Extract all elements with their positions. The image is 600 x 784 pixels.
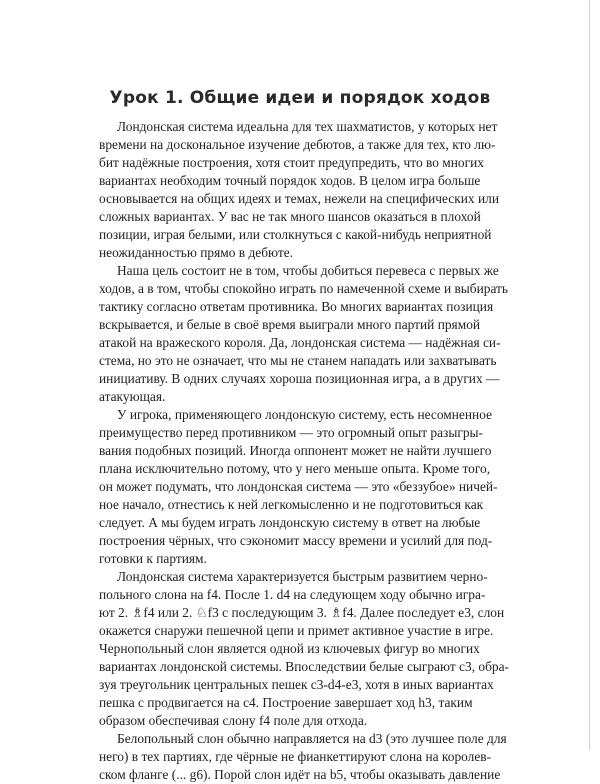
text-line: Чернопольный слон является одной из ключевых фигур во многих [99, 641, 480, 656]
text-line: ском фланге (... g6). Порой слон идёт на b5, чтобы оказывать давление [99, 767, 501, 782]
paragraph [99, 406, 519, 568]
text-line: готовки к партиям. [99, 551, 207, 566]
page-edge [589, 0, 590, 750]
text-line: атакующая. [99, 389, 166, 404]
text-line: польного слона на f4. После 1. d4 на следующем ходу обычно игра- [99, 587, 486, 602]
text-line: построения чёрных, что сэкономит массу времени и усилий для под- [99, 533, 493, 548]
text-line: преимущество перед противником — это огромный опыт разыгры- [99, 425, 483, 440]
text-line: стема, но это не означает, что мы не станем нападать или захватывать [99, 353, 497, 368]
text-line: ют 2. ♗f4 или 2. ♘f3 с последующим 3. ♗f4. Далее последует e3, слон [99, 605, 505, 620]
text-line: образом обеспечивая слону f4 поле для отхода. [99, 713, 368, 728]
text-line: вания подобных позиций. Иногда оппонент может не найти лучшего [99, 443, 492, 458]
text-line: вариантах лондонской системы. Впоследствии белые сыграют c3, обра- [99, 659, 509, 674]
text-line: ное начало, отнестись к ней легкомысленно и не подготовиться как [99, 497, 484, 512]
text-line: Белопольный слон обычно направляется на d3 (это лучшее поле для [117, 731, 507, 746]
text-line: Лондонская система характеризуется быстрым развитием черно- [117, 569, 488, 584]
text-line: бит надёжные построения, хотя стоит предупредить, что во многих [99, 155, 484, 170]
text-line: неожиданностью прямо в дебюте. [99, 245, 294, 260]
text-line: инициативу. В одних случаях хороша позиционная игра, а в других — [99, 371, 500, 386]
text-line: сложных вариантах. У вас не так много шансов оказаться в плохой [99, 209, 481, 224]
paragraph [99, 568, 519, 730]
text-line: пешка c продвигается на c4. Построение завершает ход h3, таким [99, 695, 473, 710]
lesson-body [99, 118, 519, 784]
text-line: вариантах необходим точный порядок ходов. В целом игра больше [99, 173, 481, 188]
text-line: окажется снаружи пешечной цепи и примет активное участие в игре. [99, 623, 494, 638]
text-line: вскрывается, и белые в своё время выиграли много партий прямой [99, 317, 481, 332]
text-line: следует. А мы будем играть лондонскую систему в ответ на любые [99, 515, 481, 530]
text-line: У игрока, применяющего лондонскую систему, есть несомненное [117, 407, 493, 422]
text-line: основывается на общих идеях и темах, нежели на специфических или [99, 191, 499, 206]
paragraph [99, 118, 519, 262]
text-line: него) в тех партиях, где чёрные не фианкеттируют слона на королев- [99, 749, 492, 764]
text-line: тактику согласно ответам противника. Во многих вариантах позиция [99, 299, 494, 314]
lesson-title: Урок 1. Общие идеи и порядок ходов [109, 88, 491, 108]
paragraph [99, 730, 519, 784]
text-line: атакой на вражеского короля. Да, лондонская система — надёжная си- [99, 335, 501, 350]
text-line: ходов, а в том, чтобы спокойно играть по намеченной схеме и выбирать [99, 281, 509, 296]
text-line: он может подумать, что лондонская система — это «беззубое» ничей- [99, 479, 498, 494]
text-line: Лондонская система идеальна для тех шахматистов, у которых нет [117, 119, 498, 134]
text-line: зуя треугольник центральных пешек c3-d4-e3, хотя в иных вариантах [99, 677, 494, 692]
text-line: плана исключительно потому, что у него меньше опыта. Кроме того, [99, 461, 491, 476]
text-line: Наша цель состоит не в том, чтобы добиться перевеса с первых же [117, 263, 499, 278]
text-line: времени на доскональное изучение дебютов, а также для тех, кто лю- [99, 137, 496, 152]
text-line: позиции, играя белыми, или столкнуться с какой-нибудь неприятной [99, 227, 492, 242]
paragraph [99, 262, 519, 406]
